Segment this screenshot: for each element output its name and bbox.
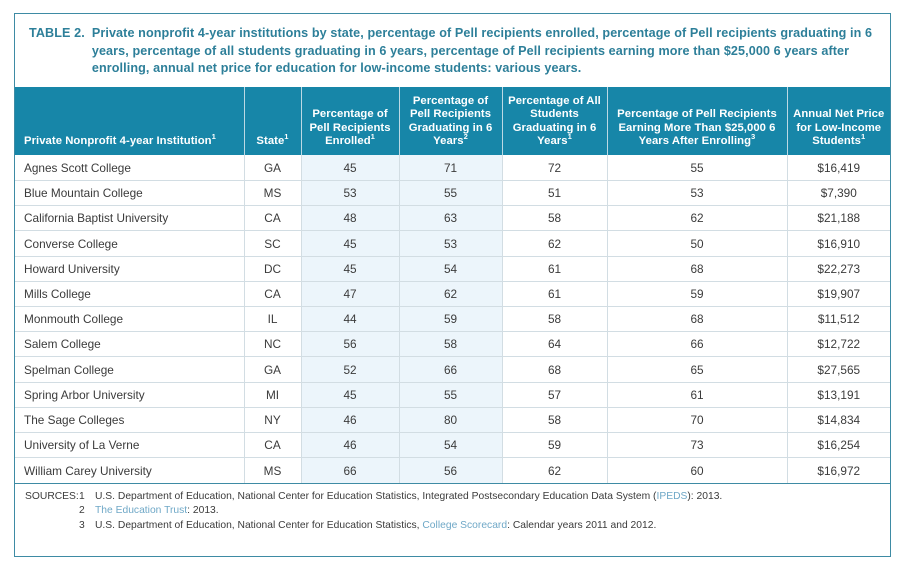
cell-institution: Howard University — [15, 256, 244, 281]
footnote-marker: 1 — [211, 132, 216, 142]
source-number: 2 — [79, 505, 85, 517]
cell-all-grad6: 61 — [502, 256, 607, 281]
sources-label: SOURCES: — [25, 490, 79, 502]
source-link[interactable]: College Scorecard — [422, 520, 508, 532]
source-text-part: U.S. Department of Education, National Center for Education Statistics, Integrated Postsecondary Education Data System ( — [95, 490, 657, 502]
table-row — [15, 231, 890, 256]
cell-all-grad6: 58 — [502, 206, 607, 231]
table-row — [15, 155, 890, 180]
cell-earning-25k: 73 — [607, 432, 787, 457]
cell-state: MI — [244, 382, 301, 407]
source-link[interactable]: IPEDS — [656, 490, 688, 502]
cell-pell-grad6: 80 — [399, 407, 502, 432]
source-text-part: U.S. Department of Education, National Center for Education Statistics, — [95, 520, 423, 532]
table-header — [15, 87, 890, 155]
cell-all-grad6: 72 — [502, 155, 607, 180]
column-header-earning-25k — [607, 87, 787, 155]
cell-pell-grad6: 54 — [399, 256, 502, 281]
cell-pell-enrolled: 66 — [301, 458, 399, 483]
cell-pell-enrolled: 48 — [301, 206, 399, 231]
cell-earning-25k: 62 — [607, 206, 787, 231]
table-row — [15, 432, 890, 457]
cell-earning-25k: 60 — [607, 458, 787, 483]
cell-institution: The Sage Colleges — [15, 407, 244, 432]
table-row — [15, 407, 890, 432]
cell-pell-enrolled: 45 — [301, 231, 399, 256]
footnote-marker: 1 — [284, 132, 289, 142]
cell-pell-grad6: 71 — [399, 155, 502, 180]
cell-net-price: $19,907 — [787, 281, 890, 306]
table-figure — [14, 13, 891, 557]
column-header-institution — [15, 87, 244, 155]
cell-net-price: $12,722 — [787, 332, 890, 357]
cell-pell-enrolled: 46 — [301, 432, 399, 457]
cell-institution: Blue Mountain College — [15, 181, 244, 206]
cell-pell-grad6: 56 — [399, 458, 502, 483]
cell-pell-grad6: 66 — [399, 357, 502, 382]
cell-state: CA — [244, 206, 301, 231]
source-entry — [25, 490, 880, 505]
cell-institution: Salem College — [15, 332, 244, 357]
footnote-marker: 3 — [751, 132, 756, 142]
column-header-label: Percentage of Pell Recipients Enrolled — [309, 108, 391, 147]
cell-institution: Mills College — [15, 281, 244, 306]
source-text-part: ): 2013. — [687, 490, 723, 502]
cell-institution: California Baptist University — [15, 206, 244, 231]
cell-earning-25k: 66 — [607, 332, 787, 357]
column-header-label: Annual Net Price for Low-Income Students — [793, 108, 885, 147]
cell-state: SC — [244, 231, 301, 256]
source-number: 3 — [79, 520, 85, 532]
column-header-label: State — [256, 135, 285, 147]
cell-earning-25k: 68 — [607, 307, 787, 332]
column-header-label: Private Nonprofit 4-year Institution — [24, 135, 212, 147]
cell-net-price: $11,512 — [787, 307, 890, 332]
cell-institution: Spring Arbor University — [15, 382, 244, 407]
cell-pell-enrolled: 45 — [301, 256, 399, 281]
cell-pell-grad6: 54 — [399, 432, 502, 457]
cell-net-price: $16,910 — [787, 231, 890, 256]
cell-net-price: $16,972 — [787, 458, 890, 483]
cell-institution: University of La Verne — [15, 432, 244, 457]
cell-pell-grad6: 58 — [399, 332, 502, 357]
header-row — [15, 87, 890, 155]
source-entry — [25, 504, 880, 519]
cell-institution: Monmouth College — [15, 307, 244, 332]
cell-net-price: $22,273 — [787, 256, 890, 281]
column-header-state — [244, 87, 301, 155]
cell-earning-25k: 68 — [607, 256, 787, 281]
table-row — [15, 307, 890, 332]
cell-net-price: $14,834 — [787, 407, 890, 432]
cell-pell-enrolled: 45 — [301, 382, 399, 407]
cell-pell-enrolled: 44 — [301, 307, 399, 332]
cell-state: MS — [244, 181, 301, 206]
cell-pell-grad6: 53 — [399, 231, 502, 256]
source-text-part: : 2013. — [187, 505, 219, 517]
cell-state: NY — [244, 407, 301, 432]
cell-all-grad6: 64 — [502, 332, 607, 357]
cell-pell-enrolled: 52 — [301, 357, 399, 382]
footnote-marker: 1 — [860, 132, 866, 142]
cell-earning-25k: 61 — [607, 382, 787, 407]
cell-pell-grad6: 55 — [399, 181, 502, 206]
cell-pell-grad6: 55 — [399, 382, 502, 407]
cell-earning-25k: 53 — [607, 181, 787, 206]
cell-all-grad6: 57 — [502, 382, 607, 407]
source-text — [95, 504, 880, 519]
column-header-label: Percentage of Pell Recipients Graduating in 6 Years — [408, 94, 493, 147]
cell-state: CA — [244, 432, 301, 457]
table-row — [15, 382, 890, 407]
cell-state: MS — [244, 458, 301, 483]
cell-all-grad6: 62 — [502, 458, 607, 483]
column-header-all-grad6 — [502, 87, 607, 155]
footnote-marker: 1 — [567, 132, 572, 142]
cell-pell-enrolled: 45 — [301, 155, 399, 180]
cell-earning-25k: 50 — [607, 231, 787, 256]
cell-pell-enrolled: 53 — [301, 181, 399, 206]
cell-all-grad6: 51 — [502, 181, 607, 206]
cell-all-grad6: 58 — [502, 307, 607, 332]
data-table — [15, 87, 890, 483]
cell-earning-25k: 65 — [607, 357, 787, 382]
footnote-marker: 2 — [463, 132, 468, 142]
source-number: 1 — [79, 490, 85, 502]
source-entry — [25, 519, 880, 534]
column-header-net-price — [787, 87, 890, 155]
source-text — [95, 490, 880, 505]
table-row — [15, 357, 890, 382]
cell-state: DC — [244, 256, 301, 281]
table-row — [15, 206, 890, 231]
table-row — [15, 181, 890, 206]
cell-all-grad6: 68 — [502, 357, 607, 382]
table-row — [15, 256, 890, 281]
table-body — [15, 155, 890, 482]
cell-all-grad6: 62 — [502, 231, 607, 256]
cell-all-grad6: 59 — [502, 432, 607, 457]
source-text — [95, 519, 880, 534]
cell-state: NC — [244, 332, 301, 357]
cell-state: IL — [244, 307, 301, 332]
column-header-pell-enrolled — [301, 87, 399, 155]
column-header-label: Percentage of All Students Graduating in 6 Years — [508, 94, 601, 147]
cell-net-price: $21,188 — [787, 206, 890, 231]
cell-net-price: $7,390 — [787, 181, 890, 206]
column-header-label: Percentage of Pell Recipients Earning More Than $25,000 6 Years After Enrolling — [617, 108, 777, 147]
cell-earning-25k: 70 — [607, 407, 787, 432]
table-row — [15, 458, 890, 483]
cell-net-price: $13,191 — [787, 382, 890, 407]
cell-institution: Spelman College — [15, 357, 244, 382]
cell-state: CA — [244, 281, 301, 306]
cell-pell-enrolled: 47 — [301, 281, 399, 306]
cell-institution: William Carey University — [15, 458, 244, 483]
source-text-part: : Calendar years 2011 and 2012. — [507, 520, 657, 532]
cell-net-price: $16,419 — [787, 155, 890, 180]
table-row — [15, 332, 890, 357]
cell-state: GA — [244, 155, 301, 180]
table-row — [15, 281, 890, 306]
cell-net-price: $27,565 — [787, 357, 890, 382]
cell-earning-25k: 59 — [607, 281, 787, 306]
table-caption — [15, 14, 890, 87]
cell-all-grad6: 58 — [502, 407, 607, 432]
cell-pell-enrolled: 46 — [301, 407, 399, 432]
table-number-label: TABLE 2. — [29, 26, 85, 40]
cell-pell-enrolled: 56 — [301, 332, 399, 357]
sources-section — [15, 483, 890, 556]
cell-earning-25k: 55 — [607, 155, 787, 180]
cell-pell-grad6: 59 — [399, 307, 502, 332]
sources-label — [25, 519, 79, 534]
table-caption-text: Private nonprofit 4-year institutions by state, percentage of Pell recipients enrolled, percentage of Pell recipients graduating in 6 years, percentage of all students graduating in 6 years, percentage of Pell recipients earning more than $25,000 6 years after enrolling, annual net price for education for low-income students: various years. — [91, 26, 873, 76]
footnote-marker: 1 — [370, 132, 375, 142]
cell-pell-grad6: 63 — [399, 206, 502, 231]
cell-institution: Converse College — [15, 231, 244, 256]
sources-label — [25, 504, 79, 519]
cell-institution: Agnes Scott College — [15, 155, 244, 180]
cell-pell-grad6: 62 — [399, 281, 502, 306]
column-header-pell-grad6 — [399, 87, 502, 155]
cell-all-grad6: 61 — [502, 281, 607, 306]
cell-net-price: $16,254 — [787, 432, 890, 457]
cell-state: GA — [244, 357, 301, 382]
source-link[interactable]: The Education Trust — [95, 505, 188, 517]
